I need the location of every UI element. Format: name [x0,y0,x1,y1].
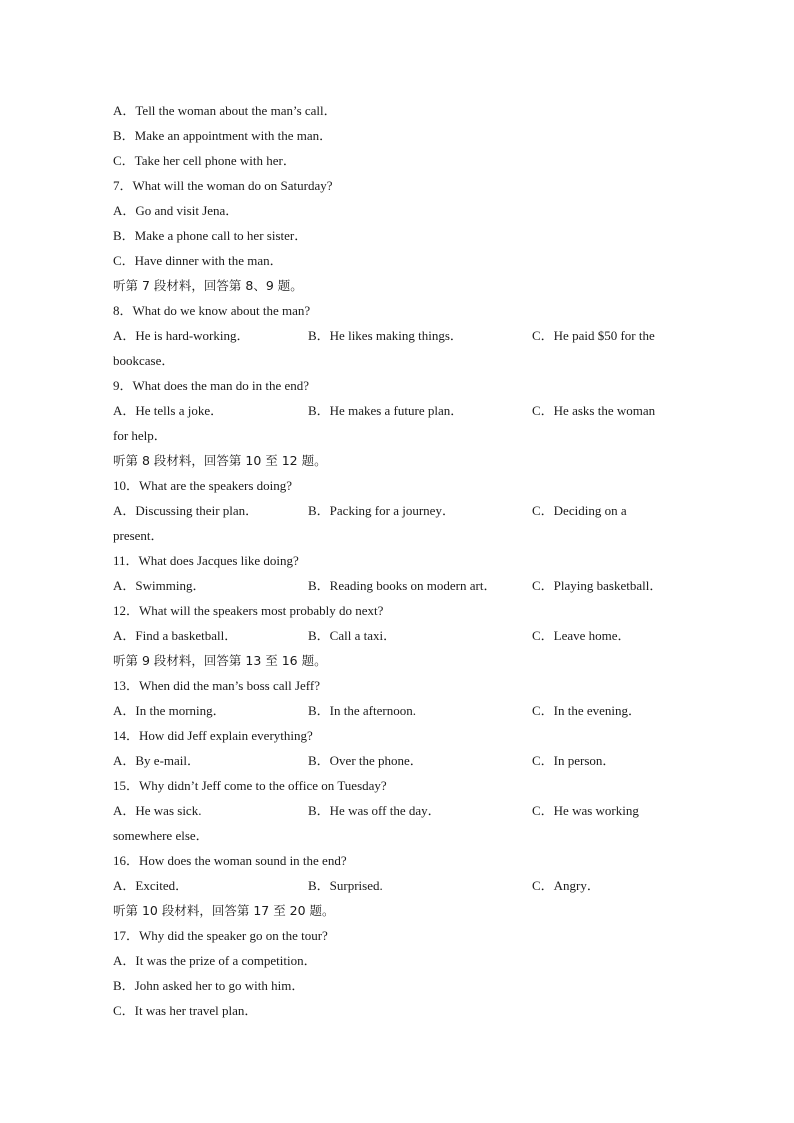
option-row [113,573,683,598]
option-row [113,323,683,348]
exam-page [113,98,683,1023]
option-c: C．Leave home． [532,628,631,643]
option-c: C．In person． [532,753,616,768]
option-row [113,398,683,423]
text-line: for help． [113,428,167,443]
text-line: present． [113,528,164,543]
option-a: A．By e-mail． [113,753,201,768]
option-a: A．Swimming． [113,578,206,593]
option-c: C．Deciding on a [532,503,627,518]
text-line: 7．What will the woman do on Saturday? [113,178,333,193]
option-b: B．He makes a future plan． [308,403,464,418]
option-c: C．Playing basketball． [532,578,663,593]
section-instruction: 听第 8 段材料，回答第 10 至 12 题。 [113,453,327,468]
text-line: C．Take her cell phone with her． [113,153,296,168]
option-b: B．He likes making things． [308,328,463,343]
option-a: A．He tells a joke． [113,403,224,418]
option-a: A．Find a basketball． [113,628,238,643]
option-row [113,798,683,823]
text-line: A．Go and visit Jena． [113,203,239,218]
option-c: C．Angry． [532,878,600,893]
text-line: 17．Why did the speaker go on the tour? [113,928,328,943]
text-line: 14．How did Jeff explain everything? [113,728,313,743]
text-line: C．Have dinner with the man． [113,253,283,268]
option-b: B．In the afternoon. [308,703,416,718]
text-line: A．It was the prize of a competition． [113,953,317,968]
option-b: B．He was off the day． [308,803,441,818]
text-line: somewhere else． [113,828,209,843]
option-b: B．Over the phone． [308,753,423,768]
text-line: 10．What are the speakers doing? [113,478,293,493]
text-line: bookcase． [113,353,175,368]
option-a: A．In the morning． [113,703,226,718]
text-line: 8．What do we know about the man? [113,303,311,318]
option-c: C．In the evening． [532,703,642,718]
option-b: B．Call a taxi． [308,628,397,643]
option-b: B．Reading books on modern art． [308,578,497,593]
option-row [113,698,683,723]
option-c: C．He was working [532,803,639,818]
text-line: 13．When did the man’s boss call Jeff? [113,678,320,693]
option-c: C．He paid $50 for the [532,328,655,343]
option-a: A．Discussing their plan． [113,503,259,518]
option-b: B．Surprised. [308,878,383,893]
option-row [113,748,683,773]
text-line: B．Make an appointment with the man． [113,128,333,143]
option-row [113,623,683,648]
option-a: A．He is hard-working． [113,328,250,343]
text-line: 15．Why didn’t Jeff come to the office on Tuesday? [113,778,387,793]
section-instruction: 听第 10 段材料，回答第 17 至 20 题。 [113,903,335,918]
text-line: C．It was her travel plan． [113,1003,258,1018]
section-instruction: 听第 9 段材料，回答第 13 至 16 题。 [113,653,327,668]
text-line: A．Tell the woman about the man’s call． [113,103,337,118]
text-line: 9．What does the man do in the end? [113,378,310,393]
text-line: B．John asked her to go with him． [113,978,305,993]
option-b: B．Packing for a journey． [308,503,455,518]
text-line: 16．How does the woman sound in the end? [113,853,347,868]
option-a: A．He was sick. [113,803,202,818]
option-row [113,498,683,523]
text-line: B．Make a phone call to her sister． [113,228,308,243]
option-c: C．He asks the woman [532,403,656,418]
option-a: A．Excited． [113,878,189,893]
text-line: 11．What does Jacques like doing? [113,553,299,568]
option-row [113,873,683,898]
text-line: 12．What will the speakers most probably do next? [113,603,384,618]
section-instruction: 听第 7 段材料，回答第 8、9 题。 [113,278,303,293]
